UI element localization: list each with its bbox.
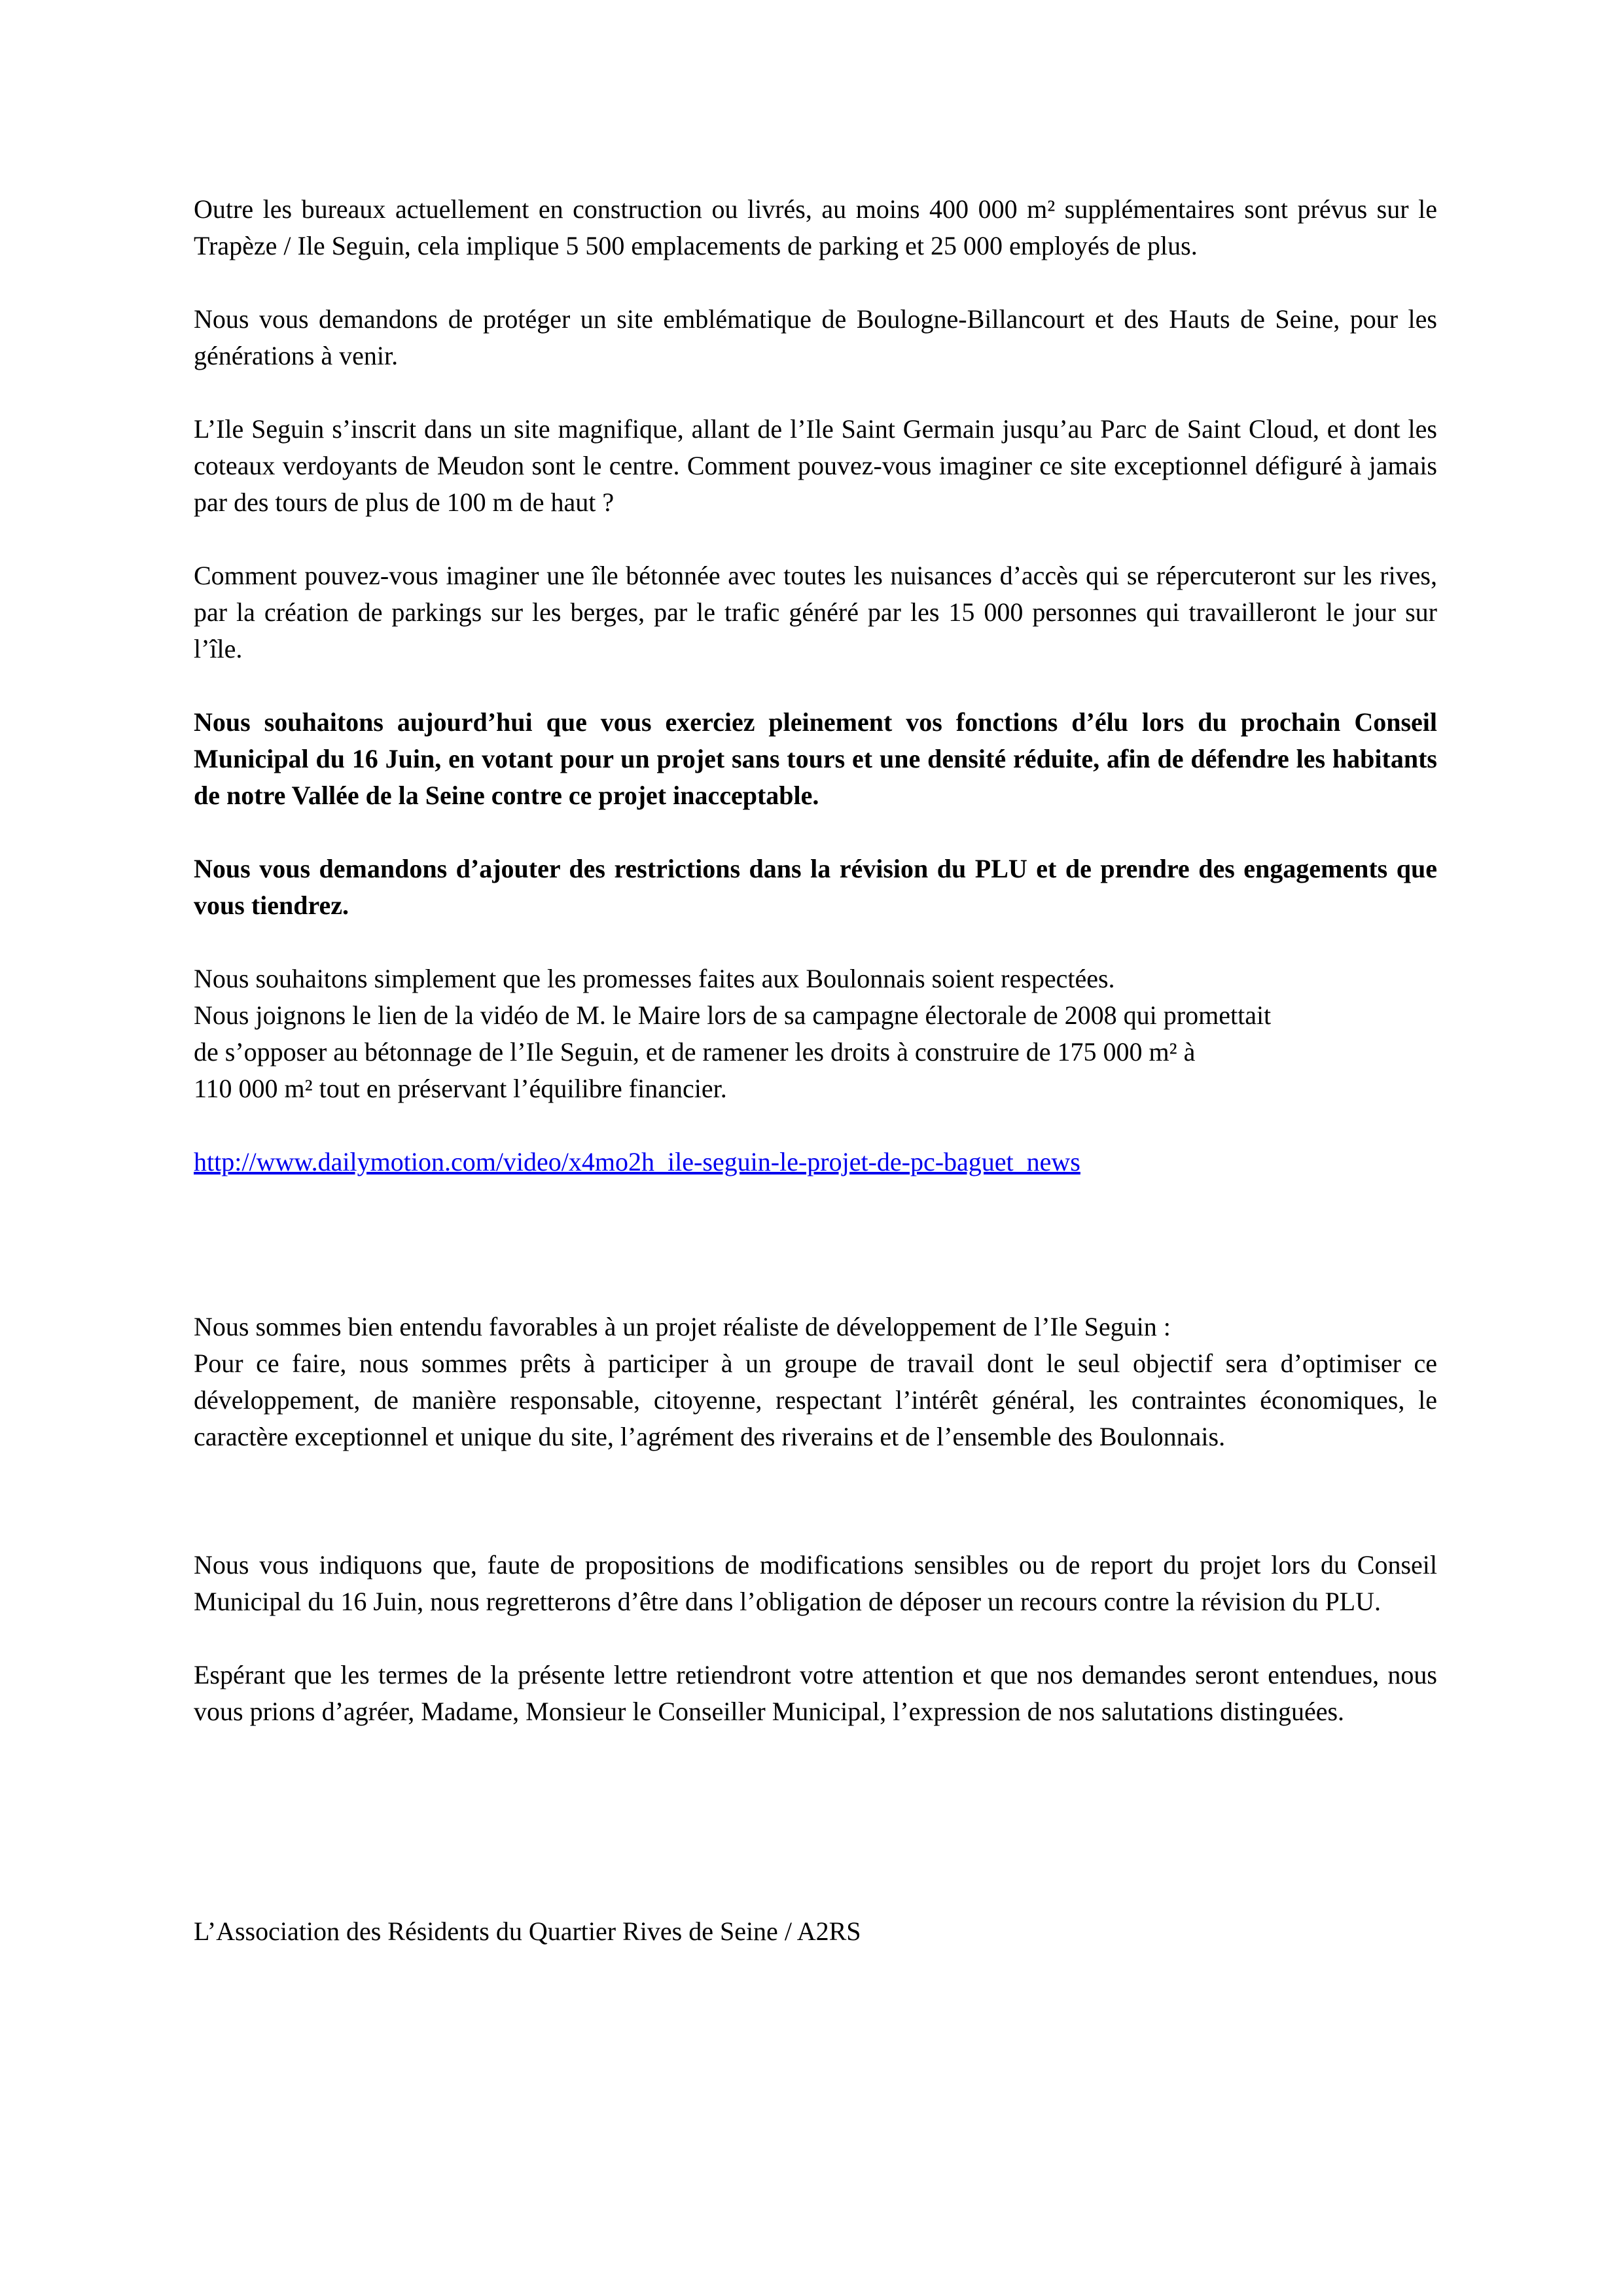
paragraph-closing: Espérant que les termes de la présente lettre retiendront votre attention et que nos demandes seront entendues, nous vous prions d’agréer, Madame, Monsieur le Conseiller Municipal, l’expression de nos salutations distinguées.	[194, 1660, 1437, 1726]
paragraph-working-group	[194, 1309, 1437, 1455]
paragraph-video	[194, 961, 1437, 1107]
video-link[interactable]: http://www.dailymotion.com/video/x4mo2h_ile-seguin-le-projet-de-pc-baguet_news	[194, 1147, 1080, 1176]
paragraph-protect-site: Nous vous demandons de protéger un site emblématique de Boulogne-Billancourt et des Hauts de Seine, pour les générations à venir.	[194, 304, 1437, 370]
working-group-text: Pour ce faire, nous sommes prêts à participer à un groupe de travail dont le seul objectif sera d’optimiser ce développement, de manière responsable, citoyenne, respectant l’intérêt général, les contraintes économiques, le caractère exceptionnel et unique du site, l’agrément des riverains et de l’ensemble des Boulonnais.	[194, 1349, 1437, 1451]
paragraph-offices: Outre les bureaux actuellement en construction ou livrés, au moins 400 000 m² supplémentaires sont prévus sur le Trapèze / Ile Seguin, cela implique 5 500 emplacements de parking et 25 000 employés de plus.	[194, 194, 1437, 260]
paragraph-council-vote: Nous souhaitons aujourd’hui que vous exerciez pleinement vos fonctions d’élu lors du prochain Conseil Municipal du 16 Juin, en votant pour un projet sans tours et une densité réduite, afin de défendre les habitants de notre Vallée de la Seine contre ce projet inacceptable.	[194, 707, 1437, 810]
paragraph-recours: Nous vous indiquons que, faute de propositions de modifications sensibles ou de report du projet lors du Conseil Municipal du 16 Juin, nous regretterons d’être dans l’obligation de déposer un recours contre la révision du PLU.	[194, 1550, 1437, 1616]
paragraph-plu-restrictions: Nous vous demandons d’ajouter des restrictions dans la révision du PLU et de prendre des engagements que vous tiendrez.	[194, 854, 1437, 920]
favorable-line: Nous sommes bien entendu favorables à un projet réaliste de développement de l’Ile Seguin :	[194, 1312, 1171, 1341]
letter-body	[194, 191, 1437, 1950]
video-line-2: de s’opposer au bétonnage de l’Ile Seguin, et de ramener les droits à construire de 175 000 m² à	[194, 1037, 1196, 1067]
signature: L’Association des Résidents du Quartier Rives de Seine / A2RS	[194, 1916, 861, 1946]
video-line-3: 110 000 m² tout en préservant l’équilibre financier.	[194, 1074, 727, 1103]
promises-line: Nous souhaitons simplement que les promesses faites aux Boulonnais soient respectées.	[194, 964, 1115, 993]
paragraph-concrete-island: Comment pouvez-vous imaginer une île bétonnée avec toutes les nuisances d’accès qui se répercuteront sur les rives, par la création de parkings sur les berges, par le trafic généré par les 15 000 personnes qui travailleront le jour sur l’île.	[194, 561, 1437, 663]
signature-spacer	[194, 1730, 1437, 1913]
paragraph-ile-seguin-site: L’Ile Seguin s’inscrit dans un site magnifique, allant de l’Ile Saint Germain jusqu’au Parc de Saint Cloud, et dont les coteaux verdoyants de Meudon sont le centre. Comment pouvez-vous imaginer ce site exceptionnel défiguré à jamais par des tours de plus de 100 m de haut ?	[194, 414, 1437, 517]
video-line-1: Nous joignons le lien de la vidéo de M. le Maire lors de sa campagne électorale de 2008 qui promettait	[194, 1000, 1272, 1030]
video-link-paragraph	[194, 1144, 1437, 1180]
